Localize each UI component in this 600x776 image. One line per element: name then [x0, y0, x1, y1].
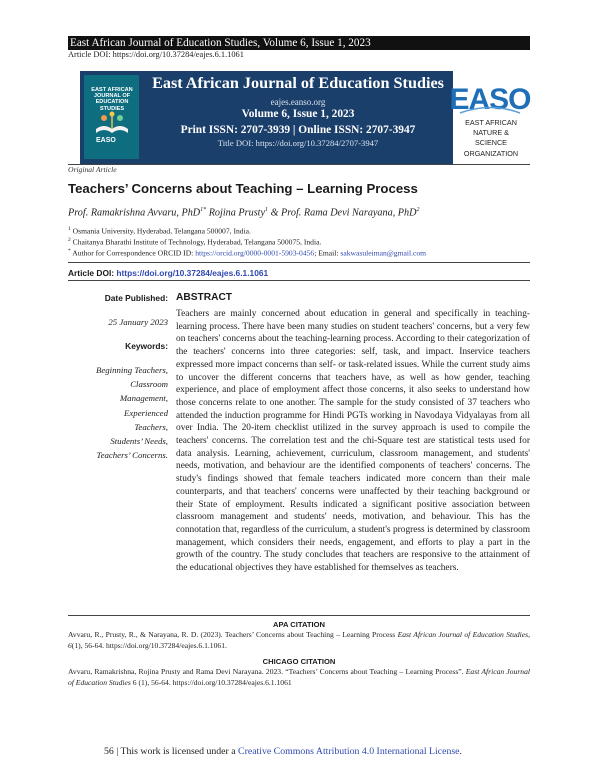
easo-logo	[449, 80, 531, 116]
license-text: This work is licensed under a	[120, 746, 236, 757]
affiliation	[68, 226, 251, 236]
author-sup: 1	[265, 207, 269, 213]
email-prefix: ; Email:	[314, 248, 339, 258]
footer-sep: |	[116, 746, 119, 757]
divider	[68, 262, 530, 263]
apa-text: Avvaru, R., Prusty, R., & Narayana, R. D. (2023). Teachers’ Concerns about Teaching – Learning Process	[68, 630, 396, 639]
divider	[68, 164, 530, 165]
keyword: Management,	[119, 393, 168, 404]
chicago-text: Avvaru, Ramakrishna, Rojina Prusty and Rama Devi Narayana. 2023. “Teachers’ Concerns about Teaching – Learning Process”.	[68, 667, 464, 676]
apa-heading: APA CITATION	[272, 620, 326, 629]
affiliation	[68, 237, 321, 247]
divider	[68, 615, 530, 616]
journal-volume: Volume 6, Issue 1, 2023	[241, 108, 355, 120]
author-amp: &	[270, 207, 279, 219]
journal-title: East African Journal of Education Studies	[152, 74, 444, 92]
journal-url[interactable]: eajes.eanso.org	[270, 97, 326, 107]
author-name: Prof. Ramakrishna Avvaru, PhD	[68, 207, 201, 219]
aff-sup: 1	[68, 226, 71, 232]
keywords-label: Keywords:	[125, 341, 168, 351]
author-name: Rojina Prusty	[208, 207, 266, 219]
chicago-tail: 6 (1), 56-64. https://doi.org/10.37284/eajes.6.1.1061	[132, 677, 292, 687]
org-line: SCIENCE	[475, 138, 507, 148]
license-link[interactable]: Creative Commons Attribution 4.0 International License	[238, 746, 460, 757]
author-sup: 1*	[200, 207, 207, 213]
apa-citation	[68, 630, 530, 651]
chicago-heading: CHICAGO CITATION	[262, 657, 336, 666]
apa-sep: ,	[528, 630, 530, 639]
correspondence	[68, 248, 426, 258]
keyword: Teachers’ Concerns.	[96, 450, 168, 461]
keyword: Experienced	[124, 407, 168, 418]
footer-end: .	[459, 746, 462, 757]
header-article-doi: Article DOI: https://doi.org/10.37284/eajes.6.1.1061	[68, 50, 244, 59]
org-line: EAST AFRICAN	[465, 118, 517, 127]
org-line: ORGANIZATION	[463, 148, 519, 158]
keyword: Students’ Needs,	[110, 436, 168, 447]
cover-title: EAST AFRICAN JOURNAL OF EDUCATION STUDIES	[91, 87, 133, 112]
aff-text: Osmania University, Hyderabad, Telangana 500007, India.	[72, 226, 251, 236]
orcid-link[interactable]: https://orcid.org/0000-0001-5903-0456	[195, 248, 315, 258]
abstract-heading: ABSTRACT	[176, 292, 233, 303]
article-doi	[68, 268, 268, 278]
running-header: East African Journal of Education Studies, Volume 6, Issue 1, 2023	[68, 36, 530, 50]
keywords-list	[68, 363, 168, 462]
aff-sup: *	[68, 248, 71, 254]
article-doi-label: Article DOI:	[68, 268, 115, 278]
aff-sup: 2	[68, 237, 71, 243]
abstract-text: Teachers are mainly concerned about education in general and specifically in teaching-learning process. There have been many studies on student teachers' concerns, but a very few on teachers' concerns about the teaching-learning process. According to their categorization of the teachers' concerns into three categories: self, task, and impact. Inservice teachers expressed more impact concerns than self- or task-related issues. While the current study aims to uncover the different concerns that teachers have, as well as how gender, teaching experience, and place of employment affect those concerns, it also seeks to understand how those concerns relate to one another. The sample for the study consisted of 37 teachers who attended the induction programme for Hindi PGTs working in Navodaya Vidyalayas from all over India. The 20-item checklist utilized in the survey approach is used to compile the teachers' concerns. The correlation test and the chi-Square test are statistical tests used for data analysis. Learning, achievement, curriculum, classroom management, and students' needs, motivation, and behaviour are the identified components of teachers' concerns. The study's findings showed that female teachers indicated more concern than their male counterparts, and that teachers' concerns were unaffected by their teaching background or their State of employment. Results indicated a significant positive association between classroom management and students' needs, motivation, and behaviour. This has the connotation that, regardless of the curriculum, a student's progress is determined by classroom management, which considers their needs, engagement, and efforts to play a part in the growth of the country. The study concludes that teachers are responsive to the attainment of the educational objectives they have established for themselves as teachers.	[176, 309, 530, 574]
keyword: Beginning Teachers,	[96, 365, 168, 375]
journal-title-doi: Title DOI: https://doi.org/10.37284/2707-3947	[217, 138, 379, 148]
cover-logo: EASO	[96, 137, 116, 144]
article-doi-link[interactable]: https://doi.org/10.37284/eajes.6.1.1061	[116, 268, 269, 278]
apa-tail: (1), 56-64. https://doi.org/10.37284/eajes.6.1.1061.	[71, 640, 227, 650]
chicago-journal: East African Journal of Education Studies	[68, 667, 530, 687]
journal-issn: Print ISSN: 2707-3939 | Online ISSN: 2707-3947	[180, 124, 416, 136]
org-line: NATURE &	[473, 128, 509, 138]
divider	[68, 280, 530, 281]
chicago-citation	[68, 667, 530, 688]
author-name: Prof. Rama Devi Narayana, PhD	[281, 207, 417, 219]
keyword: Classroom	[130, 379, 168, 390]
article-type: Original Article	[68, 165, 117, 174]
easo-logo-text: EASO	[449, 83, 531, 116]
keyword: Teachers,	[134, 421, 168, 432]
date-published-label: Date Published:	[104, 293, 168, 303]
corr-prefix: Author for Correspondence ORCID ID:	[72, 248, 194, 258]
author-sup: 2	[416, 207, 420, 213]
page-footer	[104, 746, 462, 757]
author-list	[68, 207, 419, 218]
article-title: Teachers’ Concerns about Teaching – Learning Process	[68, 181, 418, 196]
page-number: 56	[104, 746, 114, 757]
open-book-icon	[94, 109, 130, 135]
date-published: 25 January 2023	[108, 317, 168, 327]
aff-text: Chaitanya Bharathi Institute of Technology, Hyderabad, Telangana 500075, India.	[72, 237, 322, 247]
journal-cover-image	[84, 75, 139, 159]
organization-name	[456, 118, 526, 159]
apa-volume: 6	[68, 640, 72, 650]
apa-journal: East African Journal of Education Studies	[397, 630, 529, 639]
email-link[interactable]: sakwasuleiman@gmail.com	[340, 248, 427, 258]
